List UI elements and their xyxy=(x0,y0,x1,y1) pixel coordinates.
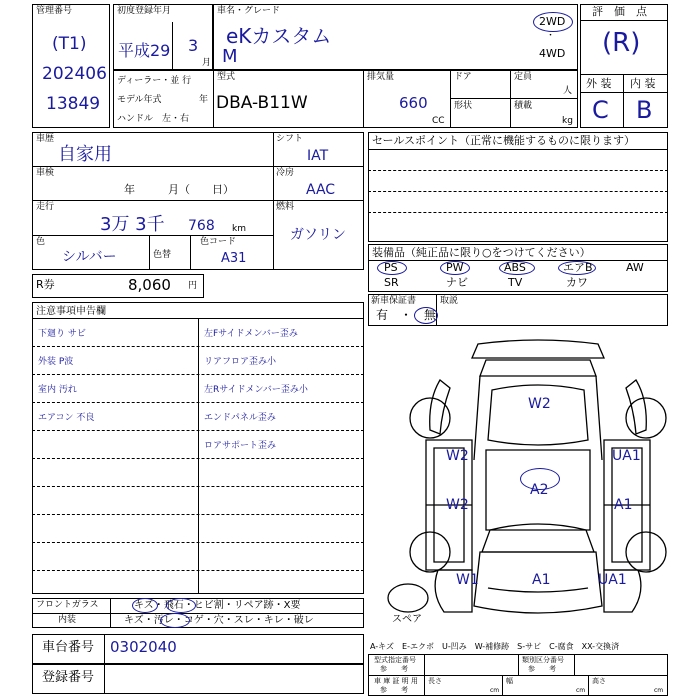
yen-unit: 円 xyxy=(188,281,198,291)
r-ticket-label: R券 xyxy=(36,278,55,291)
note-right-4: エンドパネル歪み xyxy=(204,413,276,423)
chassis-divider xyxy=(104,634,105,664)
color-label: 色 xyxy=(36,237,46,247)
equip-airbag: エアB xyxy=(563,261,593,274)
damage-mark-left-front: W2 xyxy=(446,497,469,513)
damage-mark-right-bumper: UA1 xyxy=(598,572,627,588)
fuel-label: 燃料 xyxy=(276,202,295,212)
class-ref: 参 考 xyxy=(528,665,556,673)
km-unit: km xyxy=(232,224,246,234)
registration-label: 登録番号 xyxy=(42,670,95,685)
load-label: 積載 xyxy=(514,101,533,111)
chassis-label: 車台番号 xyxy=(42,640,95,655)
notes-line-2 xyxy=(32,374,364,375)
sales-line-1 xyxy=(368,170,668,171)
warranty-label: 新車保証書 xyxy=(371,296,417,306)
interior-cond-text: キズ・汚レ・コゲ・穴・スレ・キレ・破レ xyxy=(124,615,314,626)
length-unit: cm xyxy=(490,687,500,694)
equipment-title: 装備品（純正品に限り○をつけてください） xyxy=(372,246,591,259)
equip-aw: AW xyxy=(626,261,644,274)
interior-label: 内 装 xyxy=(630,77,656,90)
load-unit: kg xyxy=(562,116,573,126)
damage-mark-left-bumper: W1 xyxy=(456,572,479,588)
interior-value: B xyxy=(636,96,653,124)
first-reg-era: 平成29 xyxy=(118,41,171,60)
score-hline-2 xyxy=(580,74,668,75)
color-value: シルバー xyxy=(62,249,117,265)
type-cert-label: 型式指定番号 xyxy=(374,656,416,664)
height-unit: cm xyxy=(654,687,664,694)
first-reg-divider xyxy=(172,22,173,70)
mgmt-no-line2: 202406 xyxy=(42,64,107,84)
model-name-label: 車名・グレード xyxy=(217,6,281,16)
notes-line-9 xyxy=(32,570,364,571)
spec-divider-1 xyxy=(213,70,214,128)
drive-4wd: 4WD xyxy=(539,47,566,60)
length-label: 長さ xyxy=(428,677,442,685)
inspection-template: 年 月（ 日） xyxy=(124,183,234,196)
color-change-divider xyxy=(149,235,150,270)
ac-label: 冷房 xyxy=(276,168,295,178)
sales-line-2 xyxy=(368,191,668,192)
notes-divider xyxy=(198,318,199,594)
chassis-value: 0302040 xyxy=(110,638,177,656)
type-cert-ref: 参 考 xyxy=(380,665,408,673)
first-reg-label: 初度登録年月 xyxy=(117,6,172,16)
handle-label: ハンドル 左・右 xyxy=(117,114,190,124)
score-divider xyxy=(623,74,624,128)
damage-mark-left-rear: W2 xyxy=(446,448,469,464)
notes-line-1 xyxy=(32,346,364,347)
shift-label: シフト xyxy=(276,134,304,144)
ac-value: AAC xyxy=(306,182,336,198)
bottom-form-divider-2 xyxy=(518,654,519,675)
note-left-2: 外装 P波 xyxy=(38,357,74,367)
class-label: 類別区分番号 xyxy=(522,656,564,664)
equip-tv: TV xyxy=(508,276,523,289)
note-left-1: 下廻り サビ xyxy=(38,329,86,339)
type-label: 型式 xyxy=(217,72,236,82)
registration-divider xyxy=(104,664,105,694)
displacement-label: 排気量 xyxy=(367,72,395,82)
shape-label: 形状 xyxy=(454,101,473,111)
score-hline-1 xyxy=(580,20,668,21)
glass-hline xyxy=(32,613,364,614)
details-hline-2 xyxy=(32,200,273,201)
details-hline-1 xyxy=(32,166,273,167)
capacity-label: 定員 xyxy=(514,72,533,82)
details-divider xyxy=(273,132,274,270)
first-reg-month: 3 xyxy=(188,36,199,55)
inspection-label: 車検 xyxy=(36,168,55,178)
front-glass-chip-circle xyxy=(166,598,196,613)
note-right-2: リアフロア歪み小 xyxy=(204,357,277,367)
details-hline-right-2 xyxy=(273,200,364,201)
grade: M xyxy=(222,46,238,67)
damage-mark-roof: A2 xyxy=(530,482,549,498)
mileage-sub: 768 xyxy=(188,218,215,234)
equip-pw: PW xyxy=(446,261,464,274)
spec-divider-4 xyxy=(510,70,511,128)
r-ticket-value: 8,060 xyxy=(128,276,171,294)
r-ticket-box xyxy=(32,274,204,298)
equip-sr: SR xyxy=(384,276,399,289)
sales-points-hline xyxy=(368,149,668,150)
spare-label: スペア xyxy=(392,614,422,625)
month-unit: 月 xyxy=(202,58,212,68)
drive-2wd: 2WD xyxy=(539,15,566,28)
spec-divider-3 xyxy=(450,70,451,128)
interior-dirt-circle xyxy=(160,613,190,628)
note-right-1: 左Fサイドメンバー歪み xyxy=(204,329,298,339)
note-left-3: 室内 汚れ xyxy=(38,385,77,395)
width-label: 幅 xyxy=(506,677,513,685)
notes-line-7 xyxy=(32,514,364,515)
dealer-label: ディーラー・並 行 xyxy=(117,76,192,86)
color-code-value: A31 xyxy=(221,251,247,266)
damage-legend: A-キズ E-エクボ U-凹み W-補修跡 S-サビ C-腐食 XX-交換済 xyxy=(370,642,620,651)
spec-divider-2 xyxy=(363,70,364,128)
manual-label: 取説 xyxy=(440,296,459,306)
bottom-form-divider-3 xyxy=(574,654,575,675)
glass-divider xyxy=(110,598,111,628)
bottom-form-divider-1 xyxy=(424,654,425,696)
type-value: DBA-B11W xyxy=(216,93,308,113)
exterior-label: 外 装 xyxy=(586,77,612,90)
year-unit: 年 xyxy=(199,95,209,105)
door-label: ドア xyxy=(454,72,472,82)
mgmt-no-line3: 13849 xyxy=(46,94,101,114)
history-value: 自家用 xyxy=(58,144,112,165)
bottom-form-divider-5 xyxy=(588,675,589,696)
damage-mark-rear: W2 xyxy=(528,396,551,412)
damage-mark-right-front: A1 xyxy=(614,497,633,513)
spec-hline xyxy=(450,98,578,99)
note-right-5: ロアサポート歪み xyxy=(204,441,277,451)
warranty-none-circle xyxy=(414,307,438,324)
notes-line-4 xyxy=(32,430,364,431)
warranty-value: 有 ・ 無 xyxy=(376,308,437,322)
notes-line-6 xyxy=(32,486,364,487)
shift-value: IAT xyxy=(307,148,329,164)
equip-abs: ABS xyxy=(504,261,526,274)
width-unit: cm xyxy=(576,687,586,694)
drive-dot: ・ xyxy=(546,31,556,41)
sales-points-title: セールスポイント（正常に機能するものに限ります） xyxy=(372,134,636,147)
notes-line-8 xyxy=(32,542,364,543)
notes-title: 注意事項申告欄 xyxy=(36,306,106,317)
interior-cond-label: 内装 xyxy=(58,615,77,625)
equip-navi: ナビ xyxy=(446,276,468,289)
note-right-3: 左Rサイドメンバー歪み小 xyxy=(204,385,308,395)
exterior-value: C xyxy=(592,96,609,124)
height-label: 高さ xyxy=(592,677,606,685)
damage-mark-hood: A1 xyxy=(532,572,551,588)
fuel-value: ガソリン xyxy=(290,227,346,243)
displacement-value: 660 xyxy=(399,94,428,112)
equip-ps: PS xyxy=(384,261,398,274)
cert-ref: 参 考 xyxy=(380,686,408,694)
front-glass-scratch-circle xyxy=(132,598,158,613)
mgmt-no-line1: (T1) xyxy=(52,34,87,54)
history-label: 車歴 xyxy=(36,134,55,144)
cc-unit: CC xyxy=(432,116,445,126)
bottom-form-hline xyxy=(368,675,668,676)
equip-leather: カワ xyxy=(566,276,588,289)
mileage-label: 走行 xyxy=(36,202,55,212)
damage-mark-right-rear: UA1 xyxy=(612,448,641,464)
notes-line-5 xyxy=(32,458,364,459)
model-year-label: モデル年式 xyxy=(117,95,162,105)
capacity-unit: 人 xyxy=(563,86,573,96)
score-label: 評 価 点 xyxy=(592,5,647,18)
mgmt-no-label: 管理番号 xyxy=(36,6,73,16)
model-name: eKカスタム xyxy=(226,24,332,48)
front-glass-label: フロントガラス xyxy=(36,600,99,610)
color-code-divider xyxy=(190,235,191,270)
score-value: (R) xyxy=(602,28,641,58)
bottom-form-divider-4 xyxy=(502,675,503,696)
color-change-label: 色替 xyxy=(153,250,172,260)
mileage-value: 3万 3千 xyxy=(100,214,165,235)
cert-label: 車 庫 証 明 用 xyxy=(374,677,418,685)
front-glass-text: キズ・飛石・ヒビ割・リペア跡・X要 xyxy=(134,600,301,611)
details-hline-right-1 xyxy=(273,166,364,167)
note-left-4: エアコン 不良 xyxy=(38,413,95,423)
score-hline-3 xyxy=(580,92,668,93)
color-code-label: 色コード xyxy=(200,237,237,247)
sales-line-3 xyxy=(368,212,668,213)
notes-line-3 xyxy=(32,402,364,403)
